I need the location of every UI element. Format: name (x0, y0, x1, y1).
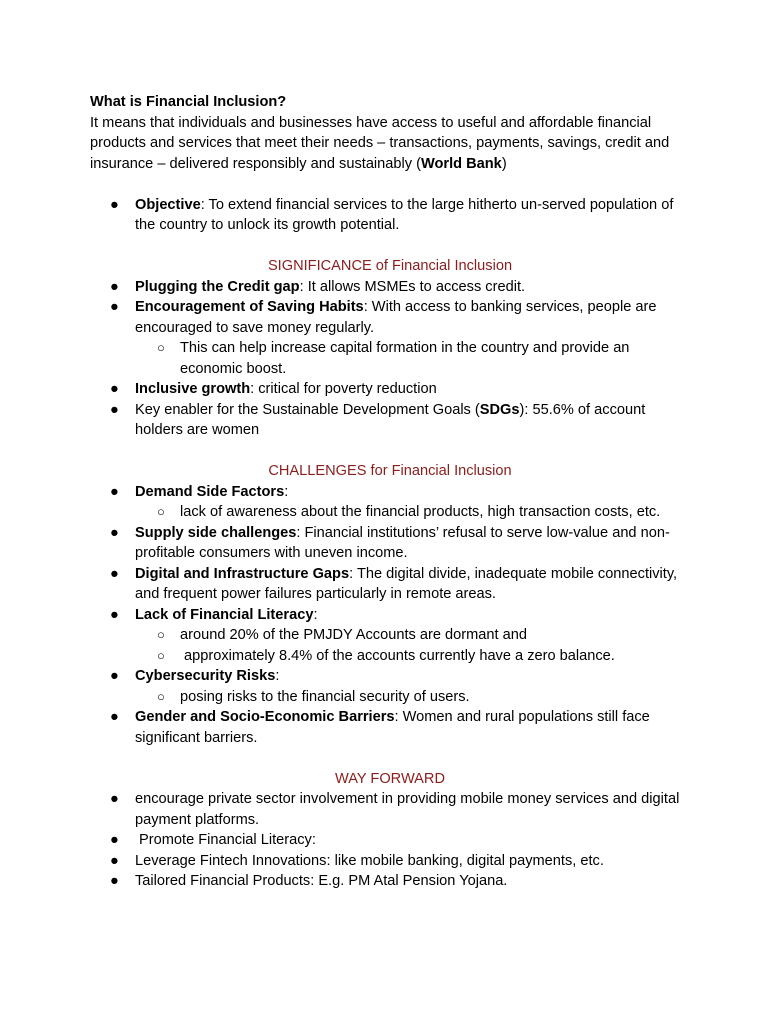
sub-item-text: lack of awareness about the financial products, high transaction costs, etc. (180, 504, 661, 520)
intro-source: World Bank (420, 155, 502, 172)
challenges-list (90, 482, 690, 749)
bullet-icon: ● (110, 196, 119, 213)
sub-list-item (135, 338, 690, 379)
item-text: ): 55.6% of account holders are women (135, 401, 646, 438)
sub-bullet-icon: ○ (157, 340, 165, 355)
item-prefix: Key enabler for the Sustainable Development Goals ( (135, 401, 480, 418)
item-label: Gender and Socio-Economic Barriers (135, 709, 395, 725)
bullet-icon: ● (110, 401, 119, 418)
item-label: Lack of Financial Literacy (135, 606, 314, 623)
objective-label: Objective (135, 196, 201, 213)
bullet-icon: ● (110, 852, 119, 869)
objective-list (90, 195, 690, 236)
sub-list-item (135, 625, 690, 646)
list-item (90, 666, 690, 707)
list-item (90, 830, 690, 851)
bullet-icon: ● (110, 299, 119, 315)
list-item (90, 297, 690, 379)
item-text: : The digital divide, inadequate mobile connectivity, and frequent power failures particularly in remote areas. (135, 565, 678, 602)
way-forward-heading: WAY FORWARD (335, 770, 445, 787)
bullet-icon: ● (110, 668, 119, 684)
bullet-icon: ● (110, 278, 119, 295)
bullet-icon: ● (110, 565, 119, 582)
item-text: : It allows MSMEs to access credit. (299, 278, 526, 295)
sub-item-text: around 20% of the PMJDY Accounts are dormant and (180, 627, 527, 643)
list-item (90, 277, 690, 298)
objective-item (90, 195, 690, 236)
item-label: Cybersecurity Risks (135, 668, 276, 684)
bullet-icon: ● (110, 524, 119, 541)
bullet-icon: ● (110, 483, 119, 500)
item-text: : (313, 606, 318, 623)
sub-bullet-icon: ○ (157, 627, 165, 642)
list-item (90, 871, 690, 892)
list-item (90, 851, 690, 872)
sub-list-item (135, 687, 690, 708)
challenges-heading: CHALLENGES for Financial Inclusion (268, 463, 512, 479)
list-item (90, 564, 690, 605)
item-text: : critical for poverty reduction (250, 381, 437, 397)
list-item (90, 379, 690, 400)
item-label: Encouragement of Saving Habits (135, 299, 364, 315)
item-label: Demand Side Factors (135, 483, 285, 500)
intro-text: It means that individuals and businesses have access to useful and affordable financial products and services that meet their needs – transactions, payments, savings, credit and insurance – delivered responsibly and sustainably ( (90, 114, 670, 172)
sub-list (135, 338, 690, 379)
document-page (90, 92, 690, 892)
intro-paragraph (90, 113, 690, 175)
item-text: Tailored Financial Products: E.g. PM Atal Pension Yojana. (135, 873, 508, 889)
intro-text-end: ) (501, 155, 507, 172)
sub-list-item (135, 646, 690, 667)
item-text: Leverage Fintech Innovations: like mobile banking, digital payments, etc. (135, 852, 604, 869)
sub-item-text: This can help increase capital formation in the country and provide an economic boost. (180, 340, 630, 377)
bullet-icon: ● (110, 832, 119, 848)
bullet-icon: ● (110, 606, 119, 623)
item-label: SDGs (479, 401, 520, 418)
list-item (90, 400, 690, 441)
significance-list (90, 277, 690, 441)
item-label: Plugging the Credit gap (135, 278, 300, 295)
list-item (90, 789, 690, 830)
sub-bullet-icon: ○ (157, 647, 165, 663)
item-label: Supply side challenges (135, 524, 297, 541)
list-item (90, 482, 690, 523)
sub-bullet-icon: ○ (157, 504, 165, 519)
sub-bullet-icon: ○ (157, 688, 165, 704)
item-text: : (275, 668, 280, 684)
bullet-icon: ● (110, 381, 119, 397)
item-text: : (284, 483, 289, 500)
list-item (90, 707, 690, 748)
significance-heading: SIGNIFICANCE of Financial Inclusion (267, 258, 513, 274)
sub-list (135, 625, 690, 666)
item-text: Promote Financial Literacy: (135, 832, 316, 848)
bullet-icon: ● (110, 873, 119, 889)
sub-item-text: posing risks to the financial security of users. (180, 688, 470, 705)
way-forward-list (90, 789, 690, 892)
list-item (90, 523, 690, 564)
bullet-icon: ● (110, 791, 119, 807)
item-text: : Women and rural populations still face significant barriers. (135, 709, 650, 746)
item-label: Inclusive growth (135, 381, 251, 397)
sub-list (135, 502, 690, 523)
objective-text: : To extend financial services to the large hitherto un-served population of the country to unlock its growth potential. (135, 196, 674, 233)
item-text: : With access to banking services, people are encouraged to save money regularly. (135, 299, 657, 336)
intro-title: What is Financial Inclusion? (90, 94, 287, 110)
sub-list-item (135, 502, 690, 523)
item-text: : Financial institutions’ refusal to serve low-value and non-profitable consumers with uneven income. (135, 524, 670, 561)
sub-item-text: approximately 8.4% of the accounts currently have a zero balance. (180, 647, 615, 664)
list-item (90, 605, 690, 667)
sub-list (135, 687, 690, 708)
item-text: encourage private sector involvement in providing mobile money services and digital payment platforms. (135, 791, 680, 828)
item-label: Digital and Infrastructure Gaps (135, 565, 350, 582)
bullet-icon: ● (110, 709, 119, 725)
